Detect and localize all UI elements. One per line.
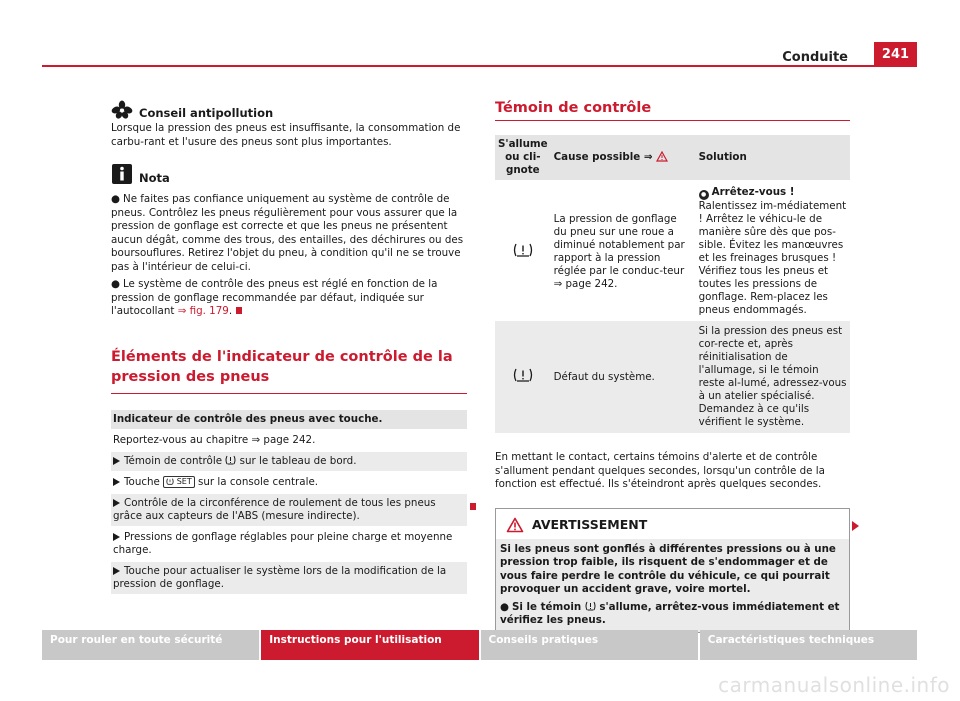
indicator-item: Touche SET sur la console centrale.	[111, 473, 467, 492]
indicator-item: Contrôle de la circonférence de roulement de tous les pneus grâce aux capteurs de l'ABS (mesure indirecte).	[111, 494, 467, 526]
warning-bullet: ● Si le témoin s'allume, arrêtez-vous immédiatement et vérifiez les pneus.	[500, 600, 840, 626]
running-section-title: Conduite	[782, 50, 848, 65]
eco-note-text: Lorsque la pression des pneus est insuffisante, la consommation de carbu-rant et l'usure des pneus sont plus importantes.	[111, 122, 461, 148]
stop-icon: ●	[699, 190, 709, 200]
warning-title: AVERTISSEMENT	[532, 517, 648, 532]
watermark: carmanualsonline.info	[718, 673, 950, 697]
section-heading: Éléments de l'indicateur de contrôle de la pression des pneus	[111, 348, 453, 385]
indicator-chapter-ref[interactable]: Reportez-vous au chapitre ⇒ page 242.	[113, 433, 316, 446]
tire-pressure-warning-icon	[585, 601, 596, 611]
section-rule	[111, 393, 467, 394]
page-number: 241	[874, 42, 917, 67]
footer-nav	[42, 630, 917, 660]
col-header-cause: Cause possible ⇒	[551, 135, 696, 180]
tire-pressure-warning-icon	[512, 243, 534, 257]
arrow-bullet-icon	[113, 457, 120, 465]
footer-tab-tips[interactable]: Conseils pratiques	[481, 630, 698, 660]
warning-body	[496, 539, 849, 632]
section-rule	[495, 120, 850, 121]
nota-item: ● Le système de contrôle des pneus est réglé en fonction de la pression de gonflage recommandée par défaut, indiquée sur l'autocollant ⇒ fig. 179.	[111, 278, 438, 317]
startup-paragraph: En mettant le contact, certains témoins d'alerte et de contrôle s'allument pendant quelques secondes, lorsqu'un contrôle de la fonction est effectué. Ils s'éteindront après quelques secondes.	[495, 451, 825, 490]
tire-pressure-warning-icon	[512, 368, 534, 382]
cause-cell: La pression de gonflage du pneu sur une roue a diminué notablement par rapport à la pression réglée par le conduc-teur ⇒ page 242.	[551, 180, 696, 321]
warning-light-heading: Témoin de contrôle	[495, 100, 652, 116]
nota-heading	[111, 163, 467, 185]
table-row	[495, 321, 850, 433]
cause-cell: Défaut du système.	[551, 321, 696, 433]
solution-cell: Si la pression des pneus est cor-recte et, après réinitialisation de l'allumage, si le témoin reste al-lumé, adressez-vous à un atelier spécialisé. Demandez à ce qu'ils vérifient le système.	[696, 321, 850, 433]
warning-triangle-icon	[656, 151, 668, 162]
col-header-lights: S'allume ou cli-gnote	[495, 135, 551, 180]
col-header-solution: Solution	[696, 135, 850, 180]
arrow-bullet-icon	[113, 499, 120, 507]
end-marker	[236, 307, 242, 314]
table-row	[495, 180, 850, 321]
indicator-list-header: Indicateur de contrôle des pneus avec touche.	[111, 410, 467, 429]
warning-box	[495, 508, 850, 633]
tire-pressure-warning-icon	[166, 478, 174, 485]
arrow-bullet-icon	[113, 478, 120, 486]
right-column	[495, 100, 850, 633]
set-key-icon	[163, 476, 195, 488]
table-header-row	[495, 135, 850, 180]
light-cell	[495, 180, 551, 321]
footer-tab-safety[interactable]: Pour rouler en toute sécurité	[42, 630, 259, 660]
set-key-label: SET	[176, 476, 192, 486]
fig-179-link[interactable]: ⇒ fig. 179	[177, 305, 229, 317]
nota-title: Nota	[139, 171, 170, 185]
footer-tab-instructions[interactable]: Instructions pour l'utilisation	[261, 630, 478, 660]
header-rule	[42, 65, 917, 67]
indicator-item: Témoin de contrôle sur le tableau de bord.	[111, 452, 467, 471]
indicator-elements-list	[111, 410, 467, 594]
continue-arrow-icon[interactable]	[852, 521, 859, 531]
eco-note-title: Conseil antipollution	[139, 106, 274, 120]
footer-tab-specs[interactable]: Caractéristiques techniques	[700, 630, 917, 660]
warning-triangle-icon	[506, 517, 524, 533]
warning-box-heading	[496, 509, 849, 539]
light-cell	[495, 321, 551, 433]
solution-cell: ● Arrêtez-vous ! Ralentissez im-médiatement ! Arrêtez le véhicu-le de manière sûre dès que pos-sible. Évitez les manœuvres et les freinages brusques ! Vérifiez tous les pneus et toutes les pressions de gonflage. Rem-placez les pneus endommagés.	[696, 180, 850, 321]
warning-light-table	[495, 135, 850, 433]
left-column	[111, 100, 467, 594]
tire-pressure-warning-icon	[225, 455, 236, 465]
arrow-bullet-icon	[113, 567, 120, 575]
info-icon	[111, 163, 133, 185]
indicator-item: Touche pour actualiser le système lors de la modification de la pression de gonflage.	[111, 562, 467, 594]
end-marker	[470, 503, 476, 510]
indicator-item: Pressions de gonflage réglables pour pleine charge et moyenne charge.	[113, 530, 453, 556]
warning-text: Si les pneus sont gonflés à différentes pressions ou à une pression trop faible, ils risquent de s'endommager et de vous faire perdre le contrôle du véhicule, ce qui pourrait provoquer un accident grave, voire mortel.	[500, 542, 836, 595]
eco-leaf-icon	[111, 100, 133, 120]
eco-note-heading	[111, 100, 467, 120]
arrow-bullet-icon	[113, 533, 120, 541]
nota-item: ● Ne faites pas confiance uniquement au système de contrôle de pneus. Contrôlez les pneus régulièrement pour vous assurer que la pression de gonflage est correcte et que les pneus ne présentent aucun dégât, comme des trous, des entailles, des déchirures ou des boursouflures. Retirez l'objet du pneu, à condition qu'il ne se trouve pas à l'intérieur de celui-ci.	[111, 193, 464, 273]
